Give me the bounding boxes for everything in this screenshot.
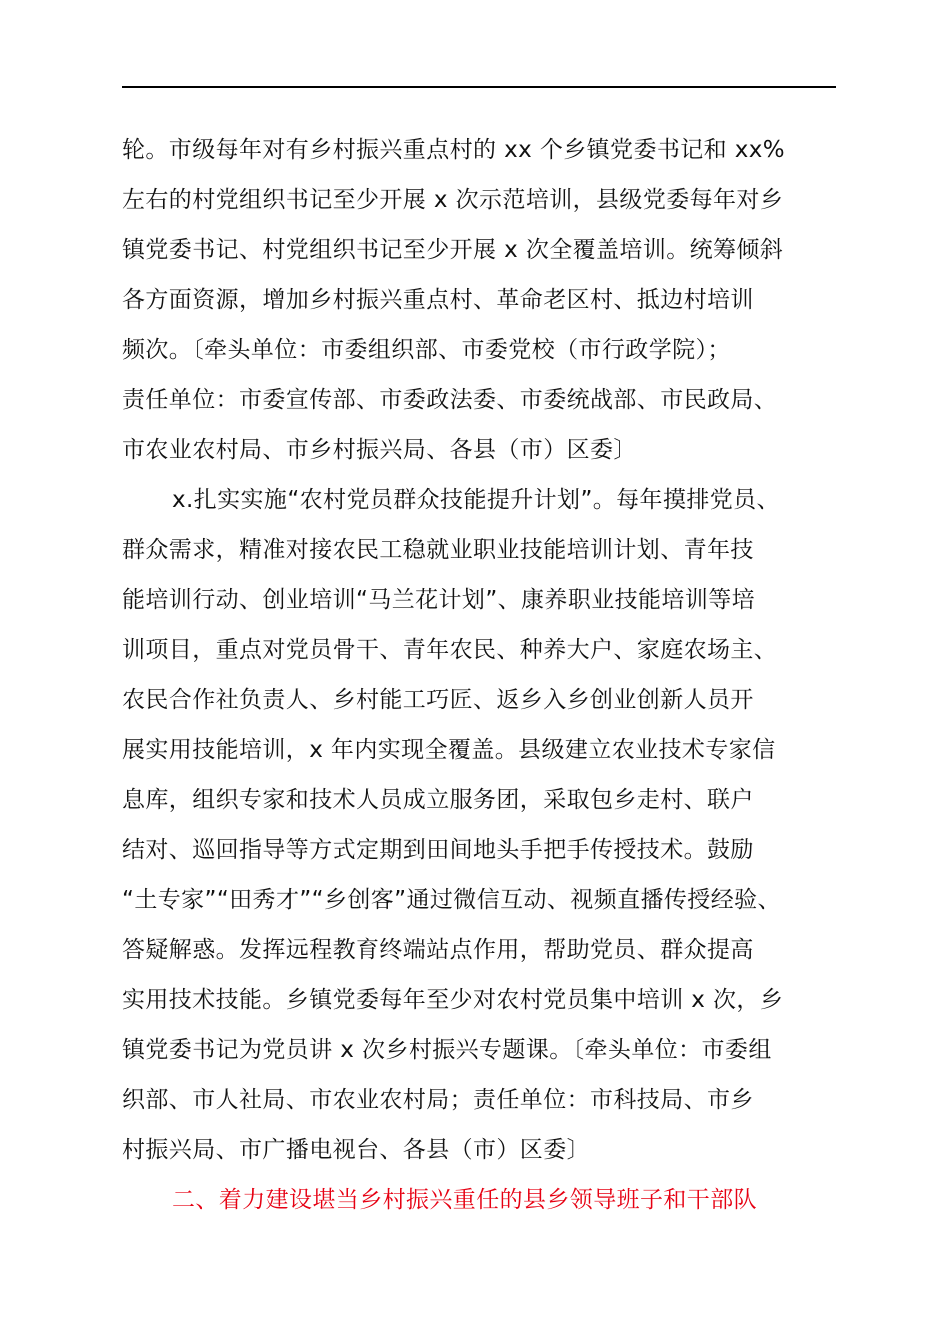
section-heading: 二、着力建设堪当乡村振兴重任的县乡领导班子和干部队 xyxy=(172,1187,757,1213)
paragraph-line: 左右的村党组织书记至少开展 x 次示范培训，县级党委每年对乡 xyxy=(122,187,784,213)
paragraph-line: 群众需求，精准对接农民工稳就业职业技能培训计划、青年技 xyxy=(122,537,754,563)
header-rule xyxy=(122,86,836,88)
paragraph-line: 展实用技能培训，x 年内实现全覆盖。县级建立农业技术专家信 xyxy=(122,737,776,763)
paragraph-line: 轮。市级每年对有乡村振兴重点村的 xx 个乡镇党委书记和 xx% xyxy=(122,137,786,163)
paragraph-start-line: x.扎实实施“农村党员群众技能提升计划”。每年摸排党员、 xyxy=(172,487,780,513)
paragraph-line: 答疑解惑。发挥远程教育终端站点作用，帮助党员、群众提高 xyxy=(122,937,754,963)
paragraph-line: 结对、巡回指导等方式定期到田间地头手把手传授技术。鼓励 xyxy=(122,837,754,863)
paragraph-line: 镇党委书记为党员讲 x 次乡村振兴专题课。〔牵头单位：市委组 xyxy=(122,1037,772,1063)
paragraph-line: 织部、市人社局、市农业农村局；责任单位：市科技局、市乡 xyxy=(122,1087,754,1113)
paragraph-line: 农民合作社负责人、乡村能工巧匠、返乡入乡创业创新人员开 xyxy=(122,687,754,713)
paragraph-line: “土专家”“田秀才”“乡创客”通过微信互动、视频直播传授经验、 xyxy=(122,887,781,913)
paragraph-line: 市农业农村局、市乡村振兴局、各县（市）区委〕 xyxy=(122,437,637,463)
paragraph-line: 责任单位：市委宣传部、市委政法委、市委统战部、市民政局、 xyxy=(122,387,778,413)
document-body xyxy=(122,125,836,1225)
paragraph-line: 村振兴局、市广播电视台、各县（市）区委〕 xyxy=(122,1137,590,1163)
paragraph-line: 各方面资源，增加乡村振兴重点村、革命老区村、抵边村培训 xyxy=(122,287,754,313)
paragraph-line: 实用技术技能。乡镇党委每年至少对农村党员集中培训 x 次，乡 xyxy=(122,987,784,1013)
paragraph-line: 能培训行动、创业培训“马兰花计划”、康养职业技能培训等培 xyxy=(122,587,756,613)
paragraph-line: 镇党委书记、村党组织书记至少开展 x 次全覆盖培训。统筹倾斜 xyxy=(122,237,784,263)
paragraph-line: 频次。〔牵头单位：市委组织部、市委党校（市行政学院）； xyxy=(122,337,731,363)
paragraph-line: 训项目，重点对党员骨干、青年农民、种养大户、家庭农场主、 xyxy=(122,637,778,663)
paragraph-line: 息库，组织专家和技术人员成立服务团，采取包乡走村、联户 xyxy=(122,787,754,813)
